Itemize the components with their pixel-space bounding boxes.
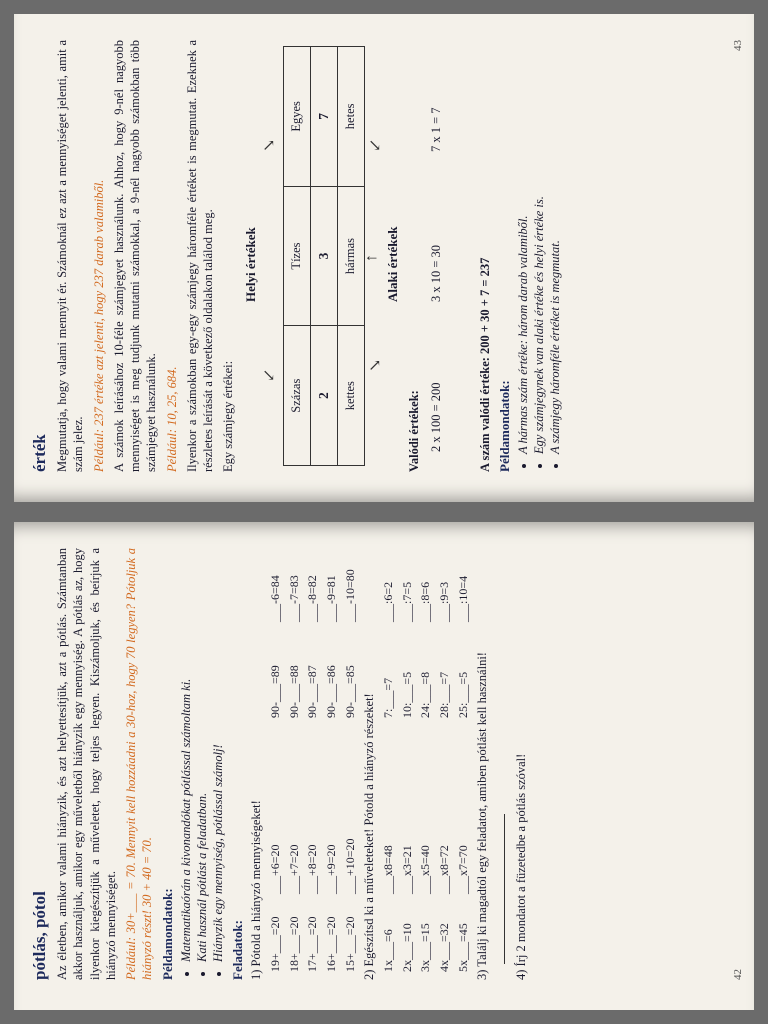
exercise-cell: 17+___=20	[305, 916, 320, 972]
table-cell: Tízes	[283, 186, 310, 326]
exercise-grid-2	[379, 548, 472, 972]
list-item: • Hiányzik egy mennyiség, pótlással számolj!	[210, 548, 226, 962]
alaki-label: Alaki értékek	[384, 226, 400, 302]
sum-line: A szám valódi értéke: 200 + 30 + 7 = 237	[477, 257, 492, 472]
exercise-cell: ___:7=5	[399, 581, 414, 622]
grid-spacer	[416, 718, 435, 806]
task-1: 1) Pótold a hiányzó mennyiségeket!	[249, 800, 264, 980]
calc-ones: 7 x 1 = 7	[428, 107, 443, 152]
definition-paragraph: Az életben, amikor valami hiányzik, és azt helyettesítjük, azt a pótlás. Számtanban akkor használjuk, amikor egy műveletből hiányzik egy mennyiség. A pótlás az, hogy ilyenkor kiegészítjük a műveletet, hogy teljes legyen. Kiszámoljuk, és beírjuk a hiányzó mennyiséget.	[55, 548, 118, 980]
list-item: • A hármas szám értéke: három darab valamiből.	[515, 40, 531, 454]
exercise-cell: ___+6=20	[268, 844, 283, 894]
definition-paragraph: Megmutatja, hogy valami mennyit ér. Számoknál ez azt a mennyiséget jelenti, amit a szám jelez.	[55, 40, 86, 472]
exercise-cell: 90-___=85	[342, 665, 357, 718]
example-sentences	[178, 548, 227, 980]
list-item: • Matematikaórán a kivonandókat pótlással számoltam ki.	[178, 548, 194, 962]
exercise-cell: 7:___=7	[381, 677, 396, 718]
page-number: 43	[732, 40, 744, 51]
arrow-right-icon: ↘	[260, 138, 278, 152]
tasks-heading: Feladatok:	[230, 920, 246, 980]
exercise-cell: 90-___=88	[286, 665, 301, 718]
task-4: 4) Írj 2 mondatot a füzetedbe a pótlás szóval!	[514, 753, 529, 980]
exercise-cell: ___x7=70	[455, 845, 470, 894]
right-page	[14, 14, 754, 502]
exercise-cell: ___+7=20	[286, 844, 301, 894]
arrow-down-right-icon: ↙	[366, 138, 384, 152]
body-paragraph: A számok leírásához 10-féle számjegyet használunk. Ahhoz, hogy 9-nél nagyobb mennyiséget is meg tudjunk mutatni számokkal, a 9-nél nagyobb számokban több számjegyet használunk.	[111, 40, 159, 472]
exercise-cell: ___x8=48	[381, 845, 396, 894]
exercise-cell: 25:___=5	[455, 671, 470, 718]
arrow-up-icon: ↑	[362, 254, 380, 262]
table-cell: hetes	[337, 47, 364, 187]
exercise-cell: ___-6=84	[268, 575, 283, 622]
exercise-cell: 4x___=32	[437, 923, 451, 972]
exercise-cell: ___:8=6	[418, 581, 433, 622]
exercise-cell: ___+8=20	[305, 844, 320, 894]
grid-spacer	[398, 718, 417, 806]
list-item: • Egy számjegynek van alaki értéke és helyi értéke is.	[531, 40, 547, 454]
valodi-label: Valódi értékek:	[406, 390, 421, 472]
grid-spacer	[379, 718, 398, 806]
calc-tens: 3 x 10 = 30	[428, 244, 443, 302]
list-item: • A számjegy háromféle értéket is megmutat.	[547, 40, 563, 454]
exercise-cell: ___+9=20	[324, 844, 339, 894]
grid-spacer	[266, 718, 285, 806]
exercise-cell: 18+___=20	[286, 916, 301, 972]
exercise-cell: ___x3=21	[399, 845, 414, 894]
body-paragraph: Ilyenkor a számokban egy-egy számjegy háromféle értéket is megmutat. Ezeknek a részletes leírását a következő oldalakon találod meg.	[184, 40, 215, 472]
table-cell: hármas	[337, 186, 364, 326]
exercise-cell: ___:10=4	[455, 575, 470, 622]
left-page	[14, 522, 754, 1010]
page-title: pótlás, pótol	[30, 891, 49, 980]
page-number: 42	[732, 969, 744, 980]
table-cell: 3	[310, 186, 337, 326]
example-text: Például: 30+___ = 70. Mennyit kell hozzáadni a 30-hoz, hogy 70 legyen? Pótoljuk a hiányzó részt! 30 + 40 = 70.	[124, 548, 155, 980]
table-cell: Egyes	[283, 47, 310, 187]
example-text: Például: 10, 25, 684.	[164, 366, 179, 472]
exercise-cell: 90-___=87	[305, 665, 320, 718]
grid-spacer	[303, 718, 322, 806]
exercise-cell: ___:6=2	[381, 581, 396, 622]
grid-spacer	[454, 718, 473, 806]
exercise-cell: 28:___=7	[437, 671, 451, 718]
grid-spacer	[435, 718, 454, 806]
task-2: 2) Egészítsd ki a műveleteket! Pótold a hiányzó részeket!	[362, 693, 377, 980]
exercise-cell: 16+___=20	[324, 916, 339, 972]
examples-heading: Példamondatok:	[159, 888, 175, 980]
exercise-cell: 24:___=8	[418, 671, 433, 718]
exercise-cell: ___-10=80	[342, 569, 357, 622]
arrow-left-icon: ↙	[260, 368, 278, 382]
task-3: 3) Találj ki magadtól egy feladatot, amiben pótlást kell használni!	[475, 652, 490, 980]
page-title: érték	[30, 434, 49, 472]
exercise-cell: 19+___=20	[268, 916, 283, 972]
example-text: Például: 237 értéke azt jelenti, hogy 237 darab valamiből.	[91, 179, 106, 472]
exercise-cell: ___-8=82	[305, 575, 320, 622]
digit-values-intro: Egy számjegy értékei:	[221, 360, 236, 472]
exercise-cell: ___:9=3	[437, 581, 451, 622]
arrow-down-left-icon: ↘	[366, 358, 384, 372]
table-cell: kettes	[337, 326, 364, 466]
example-sentences	[515, 40, 564, 472]
place-value-table	[283, 46, 365, 466]
table-cell: 7	[310, 47, 337, 187]
table-cell: Százas	[283, 326, 310, 466]
list-item: • Kati használ pótlást a feladatban.	[194, 548, 210, 962]
exercise-cell: ___x8=72	[437, 845, 451, 894]
exercise-cell: ___x5=40	[418, 845, 433, 894]
calc-hundreds: 2 x 100 = 200	[428, 382, 443, 452]
answer-line	[492, 548, 510, 964]
exercise-cell: 3x___=15	[418, 923, 433, 972]
exercise-cell: 2x___=10	[399, 923, 414, 972]
exercise-cell: 90-___=86	[324, 665, 339, 718]
exercise-cell: 10:___=5	[399, 671, 414, 718]
helyi-label: Helyi értékek	[242, 227, 258, 302]
exercise-cell: 90-___=89	[268, 665, 283, 718]
exercise-cell: ___-9=81	[324, 575, 339, 622]
exercise-cell: 5x___=45	[455, 923, 470, 972]
grid-spacer	[322, 718, 341, 806]
exercise-cell: 15+___=20	[342, 916, 357, 972]
exercise-cell: ___+10=20	[342, 838, 357, 894]
exercise-cell: ___-7=83	[286, 575, 301, 622]
grid-spacer	[285, 718, 304, 806]
examples-heading: Példamondatok:	[496, 380, 512, 472]
place-value-diagram	[243, 40, 473, 472]
grid-spacer	[341, 718, 360, 806]
exercise-cell: 1x___=6	[381, 929, 396, 972]
exercise-grid-1	[266, 548, 359, 972]
table-cell: 2	[310, 326, 337, 466]
